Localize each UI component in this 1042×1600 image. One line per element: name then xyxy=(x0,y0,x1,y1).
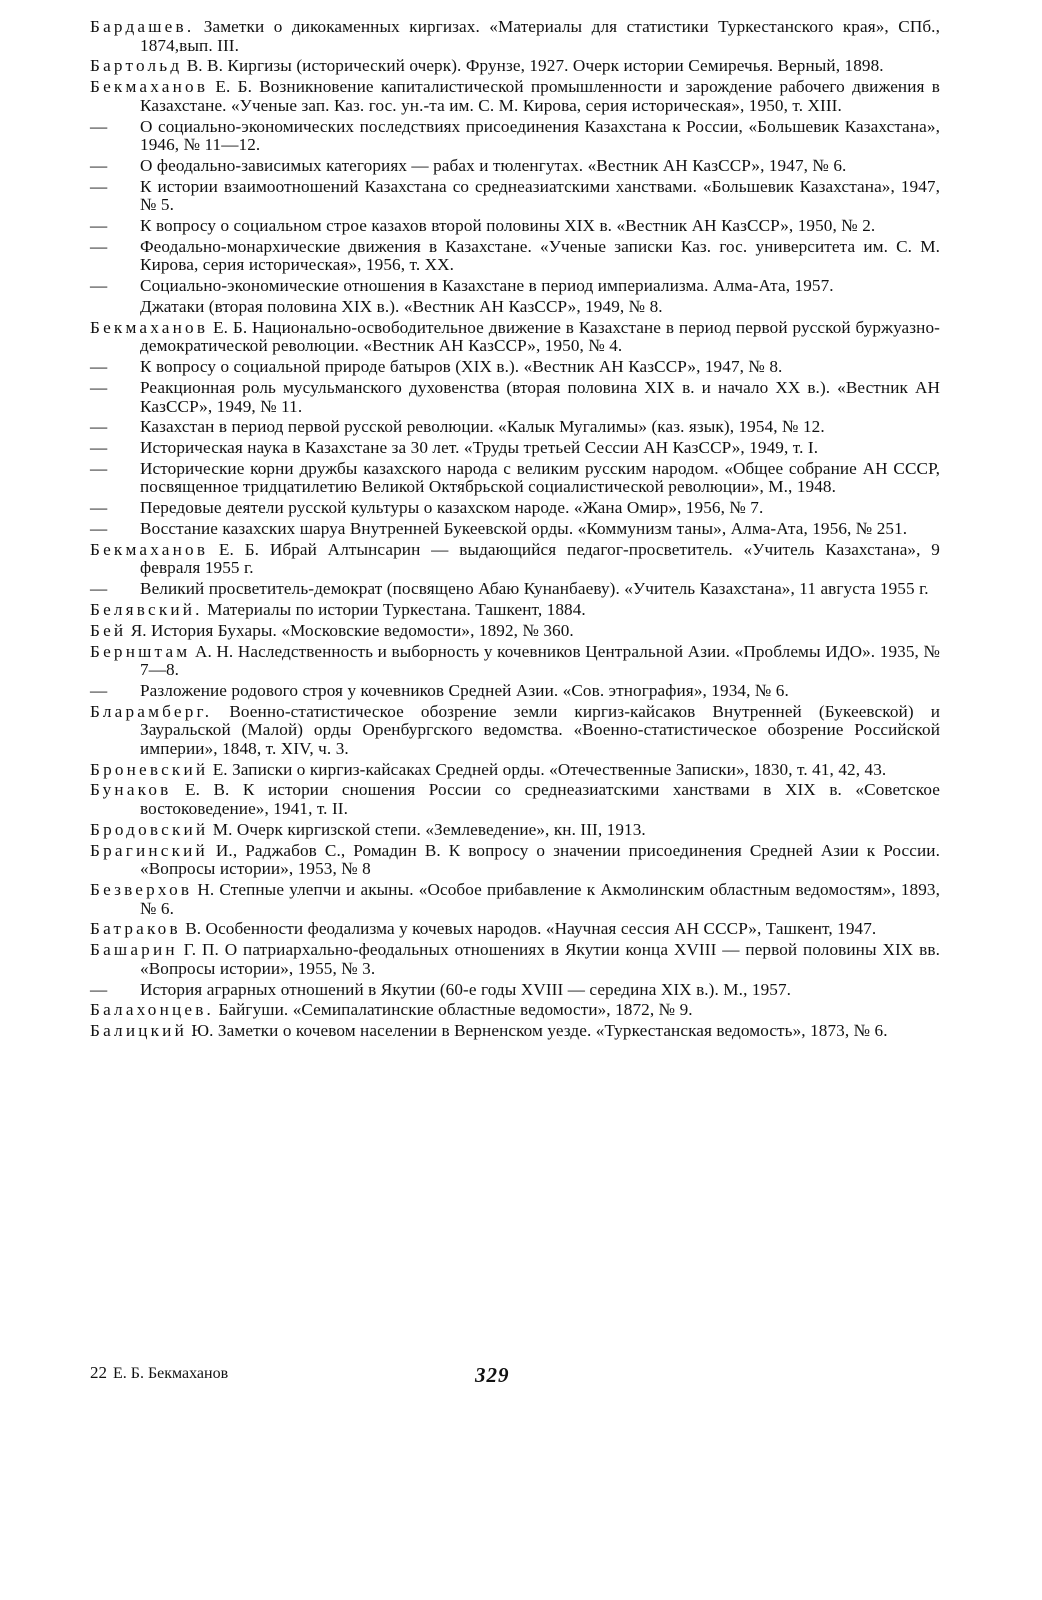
bibliography-entry xyxy=(90,460,940,497)
entry-text: Е. Б. Ибрай Алтынсарин — выдающийся педагог-просветитель. «Учитель Казахстана», 9 февраля 1955 г. xyxy=(140,539,940,578)
page-footer xyxy=(90,1363,940,1387)
repeat-author-dash: — xyxy=(90,579,108,599)
entry-text: Феодально-монархические движения в Казахстане. «Ученые записки Каз. гос. университета им. С. М. Кирова, серия историческая», 1956, т. XX. xyxy=(140,236,940,275)
entry-text: К истории взаимоотношений Казахстана со среднеазиатскими ханствами. «Большевик Казахстана», 1947, № 5. xyxy=(140,176,940,215)
page-number: 329 xyxy=(475,1363,510,1387)
bibliography-entry xyxy=(90,941,940,978)
repeat-author-dash: — xyxy=(90,438,108,458)
entry-text: Великий просветитель-демократ (посвящено Абаю Кунанбаеву). «Учитель Казахстана», 11 августа 1955 г. xyxy=(140,579,929,599)
entry-text: История аграрных отношений в Якутии (60-е годы XVIII — середина XIX в.). М., 1957. xyxy=(140,979,792,999)
entry-text: Казахстан в период первой русской революции. «Калык Мугалимы» (каз. язык), 1954, № 12. xyxy=(140,417,825,437)
entry-text: Е. В. К истории сношения России со среднеазиатскими ханствами в XIX в. «Советское востоковедение», 1941, т. II. xyxy=(140,780,940,819)
bibliography-entry xyxy=(90,1001,940,1020)
entry-text: Джатаки (вторая половина XIX в.). «Вестник АН КазССР», 1949, № 8. xyxy=(140,297,663,316)
entry-author: Белявский. xyxy=(90,599,203,619)
entry-author: Балахонцев. xyxy=(90,1000,215,1020)
bibliography-entry xyxy=(90,358,940,377)
bibliography-entry xyxy=(90,541,940,578)
entry-text: Социально-экономические отношения в Казахстане в период империализма. Алма-Ата, 1957. xyxy=(140,276,834,296)
entry-author: Балицкий xyxy=(90,1021,187,1041)
entry-text: Военно-статистическое обозрение земли киргиз-кайсаков Внутренней (Букеевской) и Зауральской (Малой) орды Оренбургского ведомства. «Военно-статистическое обозрение Российской империи», 1848, т. XIV, ч. 3. xyxy=(140,701,940,758)
bibliography-entry xyxy=(90,580,940,599)
entry-author: Бродовский xyxy=(90,819,209,839)
signature-number: 22 xyxy=(90,1363,107,1382)
repeat-author-dash: — xyxy=(90,276,108,296)
bibliography-entry xyxy=(90,157,940,176)
entry-text: О социально-экономических последствиях присоединения Казахстана к России, «Большевик Казахстана», 1946, № 11—12. xyxy=(140,116,940,155)
repeat-author-dash: — xyxy=(90,216,108,236)
bibliography-entry xyxy=(90,238,940,275)
repeat-author-dash: — xyxy=(90,680,108,700)
bibliography-entry xyxy=(90,439,940,458)
entry-text: Разложение родового строя у кочевников Средней Азии. «Сов. этнография», 1934, № 6. xyxy=(140,680,789,700)
entry-text: Я. История Бухары. «Московские ведомости», 1892, № 360. xyxy=(130,620,574,640)
bibliography-entry xyxy=(90,981,940,1000)
entry-text: Материалы по истории Туркестана. Ташкент, 1884. xyxy=(207,599,586,619)
bibliography-entry xyxy=(90,881,940,918)
bibliography-entry xyxy=(90,703,940,759)
entry-text: К вопросу о социальном строе казахов второй половины XIX в. «Вестник АН КазССР», 1950, № 2. xyxy=(140,216,876,236)
bibliography-entry xyxy=(90,418,940,437)
bibliography-entry xyxy=(90,520,940,539)
bibliography-entry xyxy=(90,18,940,55)
bibliography-entry xyxy=(90,821,940,840)
entry-text: Е. Б. Национально-освободительное движение в Казахстане в период первой русской буржуазно-демократической революции. «Вестник АН КазССР», 1950, № 4. xyxy=(140,317,940,356)
repeat-author-dash: — xyxy=(90,417,108,437)
entry-text: Ю. Заметки о кочевом населении в Верненском уезде. «Туркестанская ведомость», 1873, № 6. xyxy=(191,1021,888,1041)
entry-text: Н. Степные улепчи и акыны. «Особое прибавление к Акмолинским областным ведомостям», 1893, № 6. xyxy=(140,879,940,918)
entry-author: Бекмаханов xyxy=(90,317,209,337)
repeat-author-dash: — xyxy=(90,236,108,256)
bibliography-entry xyxy=(90,178,940,215)
entry-text: Историческая наука в Казахстане за 30 лет. «Труды третьей Сессии АН КазССР», 1949, т. I. xyxy=(140,438,819,458)
entry-text: Восстание казахских шаруа Внутренней Букеевской орды. «Коммунизм таны», Алма-Ата, 1956, № 251. xyxy=(140,519,908,539)
entry-author: Батраков xyxy=(90,919,181,939)
repeat-author-dash: — xyxy=(90,377,108,397)
entry-author: Броневский xyxy=(90,759,209,779)
entry-author: Бекмаханов xyxy=(90,77,209,97)
bibliography-entry xyxy=(90,601,940,620)
entry-text: В. Особенности феодализма у кочевых народов. «Научная сессия АН СССР», Ташкент, 1947. xyxy=(185,919,877,939)
bibliography-entry xyxy=(90,298,940,317)
bibliography-entry xyxy=(90,842,940,879)
entry-text: Е. Записки о киргиз-кайсаках Средней орды. «Отечественные Записки», 1830, т. 41, 42, 43. xyxy=(212,759,887,779)
entry-text: А. Н. Наследственность и выборность у кочевников Центральной Азии. «Проблемы ИДО». 1935, № 7—8. xyxy=(140,641,940,680)
repeat-author-dash: — xyxy=(90,498,108,518)
bibliography-entry xyxy=(90,499,940,518)
entry-text: Байгуши. «Семипалатинские областные ведомости», 1872, № 9. xyxy=(218,1000,693,1020)
bibliography-entry xyxy=(90,319,940,356)
entry-text: К вопросу о социальной природе батыров (XIX в.). «Вестник АН КазССР», 1947, № 8. xyxy=(140,357,783,377)
entry-text: Заметки о дикокаменных киргизах. «Материалы для статистики Туркестанского края», СПб., 1874,вып. III. xyxy=(140,17,940,55)
entry-author: Бернштам xyxy=(90,641,191,661)
entry-author: Бей xyxy=(90,620,127,640)
entry-author: Бларамберг. xyxy=(90,701,213,721)
bibliography-entry xyxy=(90,1022,940,1041)
bibliography-entry xyxy=(90,57,940,76)
entry-text: В. В. Киргизы (исторический очерк). Фрунзе, 1927. Очерк истории Семиречья. Верный, 1898. xyxy=(186,56,884,76)
entry-text: Г. П. О патриархально-феодальных отношениях в Якутии конца XVIII — первой половины XIX вв. «Вопросы истории», 1955, № 3. xyxy=(140,940,940,978)
bibliography-entry xyxy=(90,379,940,416)
entry-author: Бартольд xyxy=(90,56,183,76)
bibliography-entry xyxy=(90,277,940,296)
signature-name: Е. Б. Бекмаханов xyxy=(113,1365,229,1382)
entry-text: М. Очерк киргизской степи. «Землеведение», кн. III, 1913. xyxy=(212,819,646,839)
repeat-author-dash: — xyxy=(90,176,108,196)
printer-signature xyxy=(90,1363,228,1383)
entry-author: Бекмаханов xyxy=(90,539,209,559)
bibliography-entry xyxy=(90,643,940,680)
bibliography-entry xyxy=(90,781,940,818)
entry-text: И., Раджабов С., Ромадин В. К вопросу о значении присоединения Средней Азии к России. «Вопросы истории», 1953, № 8 xyxy=(140,840,940,879)
bibliography-page xyxy=(90,18,940,1043)
bibliography-entry xyxy=(90,920,940,939)
bibliography-entry xyxy=(90,78,940,115)
repeat-author-dash: — xyxy=(90,116,108,136)
repeat-author-dash: — xyxy=(90,979,108,999)
repeat-author-dash: — xyxy=(90,458,108,478)
repeat-author-dash: — xyxy=(90,357,108,377)
bibliography-entry xyxy=(90,217,940,236)
entry-author: Бардашев. xyxy=(90,17,195,36)
repeat-author-dash: — xyxy=(90,519,108,539)
bibliography-entry xyxy=(90,682,940,701)
bibliography-entry xyxy=(90,118,940,155)
entry-text: Передовые деятели русской культуры о казахском народе. «Жана Омир», 1956, № 7. xyxy=(140,498,764,518)
entry-author: Брагинский xyxy=(90,840,208,860)
entry-text: О феодально-зависимых категориях — рабах и тюленгутах. «Вестник АН КазССР», 1947, № 6. xyxy=(140,155,847,175)
entry-author: Безверхов xyxy=(90,879,193,899)
entry-text: Реакционная роль мусульманского духовенства (вторая половина XIX в. и начало XX в.). «Вестник АН КазССР», 1949, № 11. xyxy=(140,377,940,416)
entry-author: Башарин xyxy=(90,940,178,960)
repeat-author-dash: — xyxy=(90,155,108,175)
bibliography-entry xyxy=(90,761,940,780)
entry-author: Бунаков xyxy=(90,780,172,800)
entry-text: Е. Б. Возникновение капиталистической промышленности и зарождение рабочего движения в Казахстане. «Ученые зап. Каз. гос. ун.-та им. С. М. Кирова, серия историческая», 1950, т. XIII. xyxy=(140,77,940,115)
entry-text: Исторические корни дружбы казахского народа с великим русским народом. «Общее собрание АН СССР, посвященное тридцатилетию Великой Октябрьской социалистической революции», М., 1948. xyxy=(140,458,940,497)
bibliography-entry xyxy=(90,622,940,641)
